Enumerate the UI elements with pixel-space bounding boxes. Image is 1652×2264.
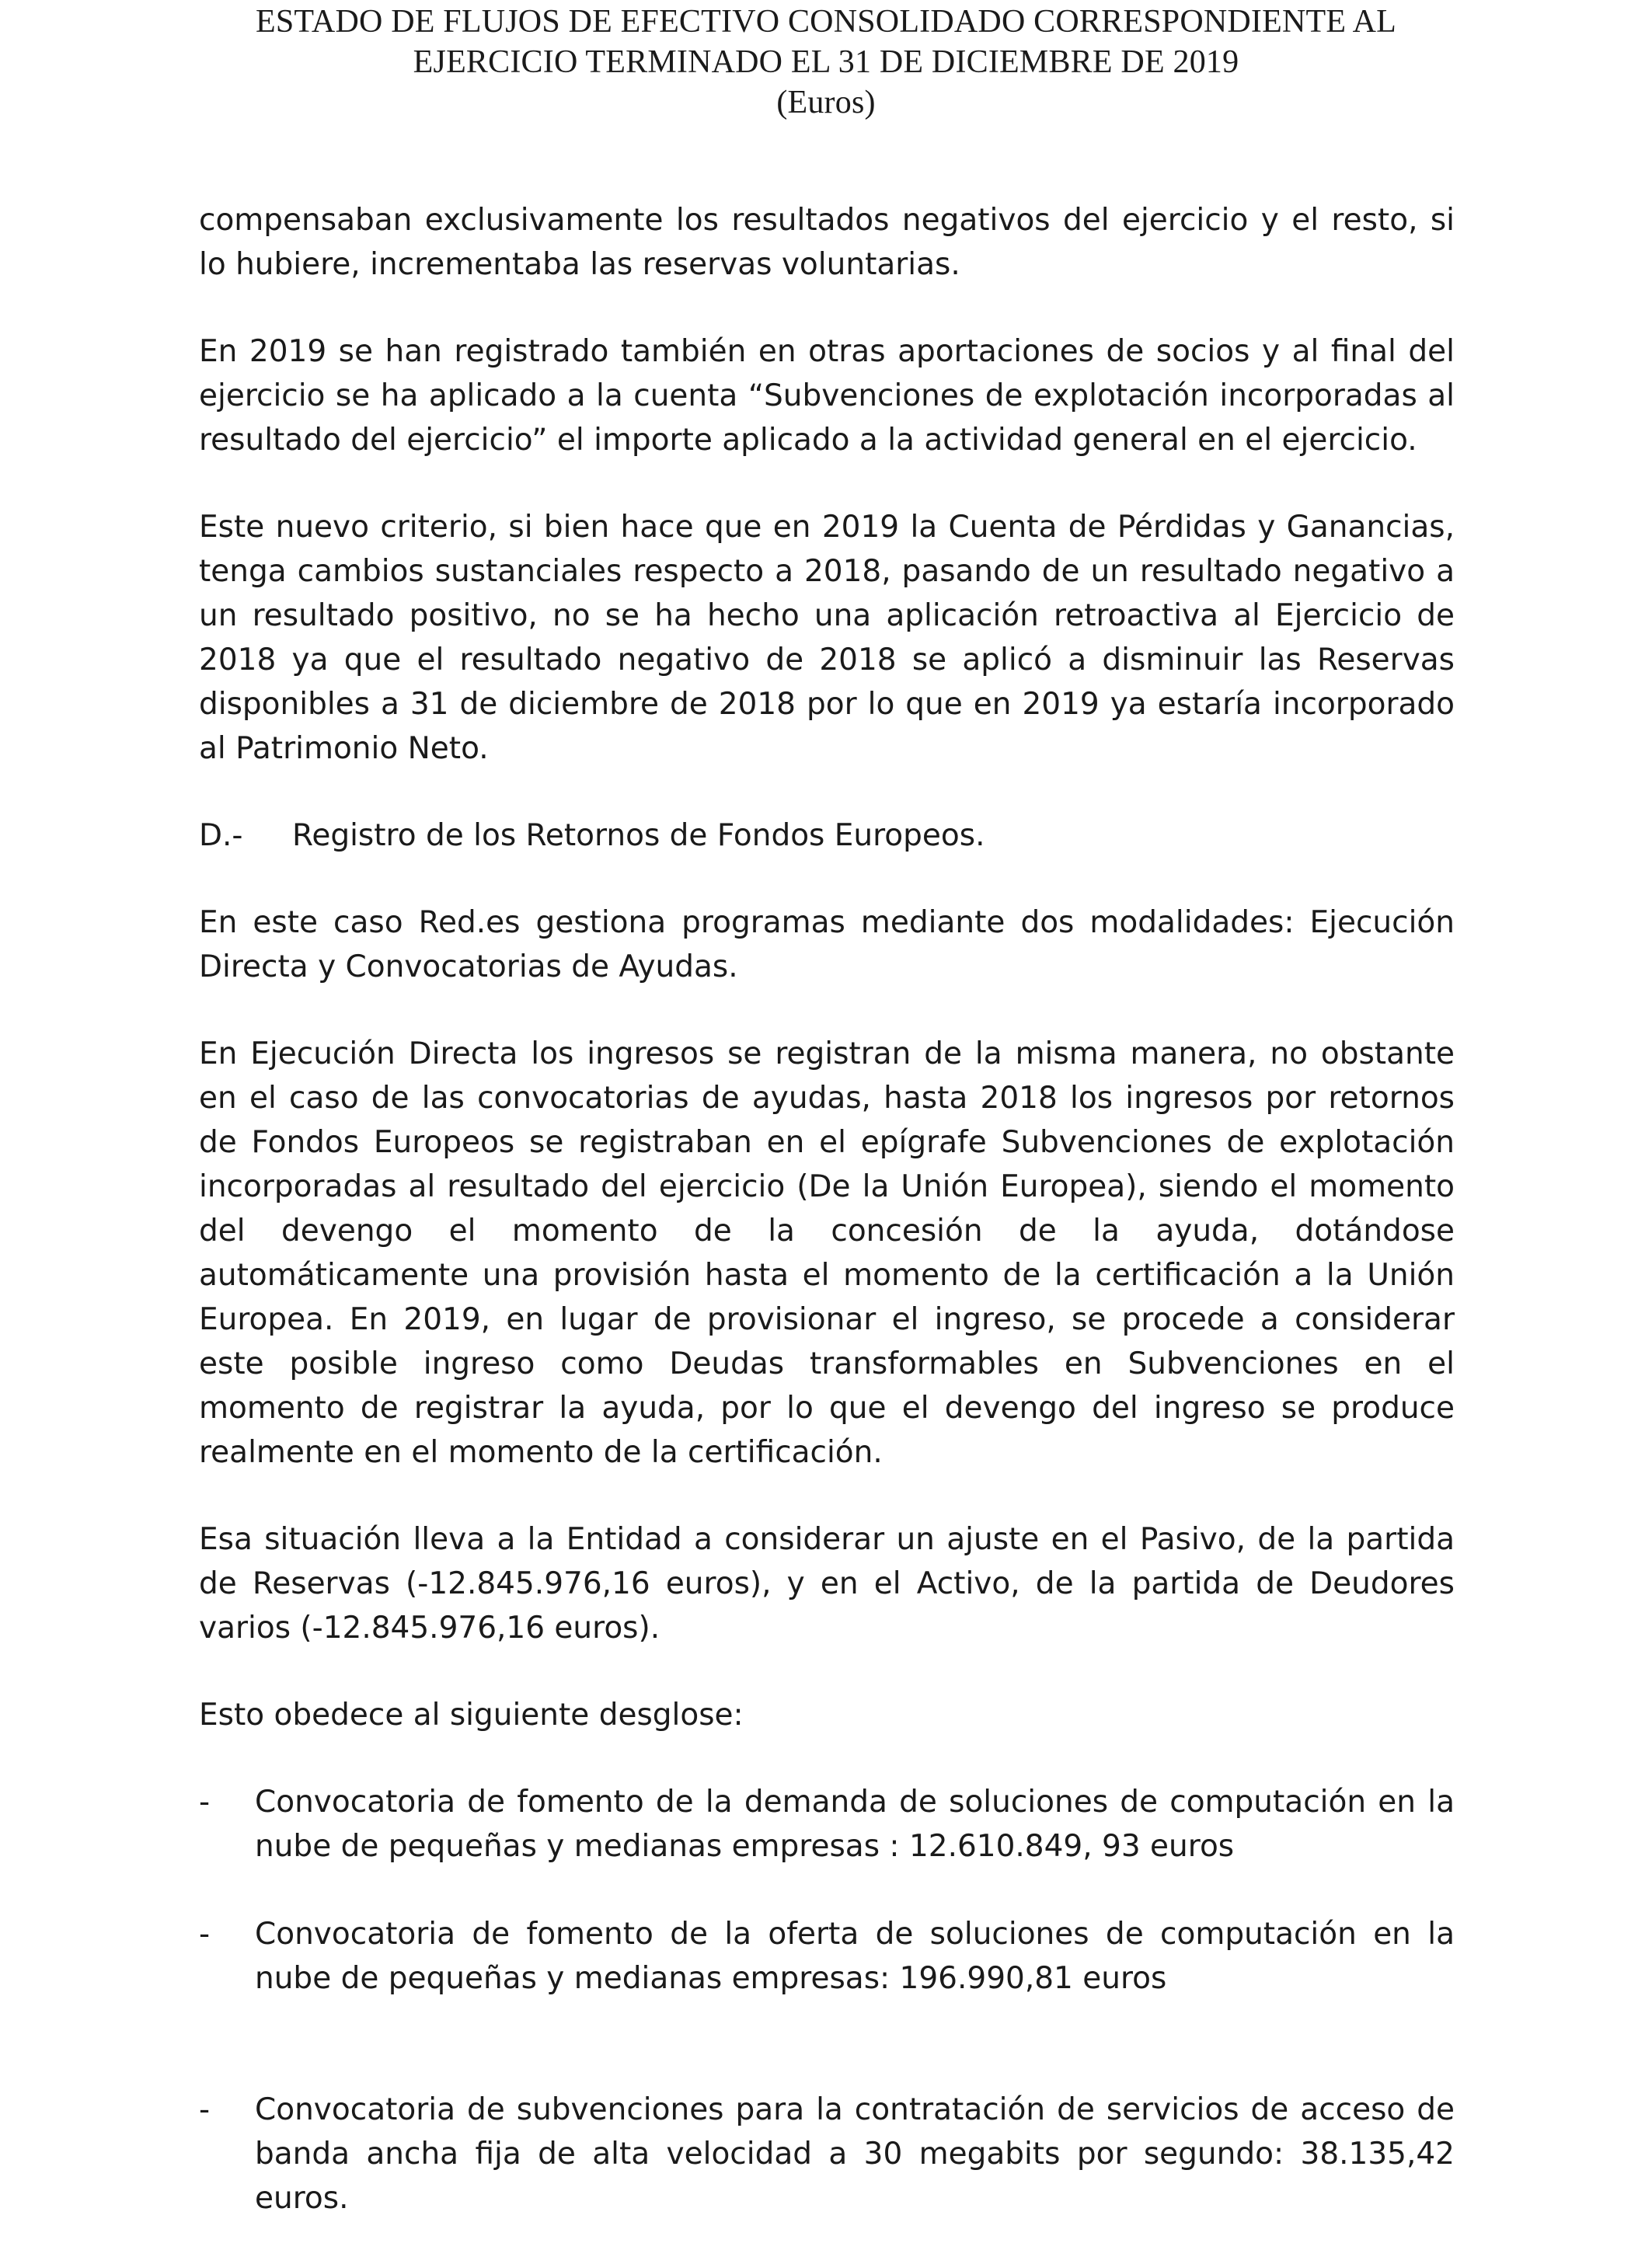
document-body [199,198,1455,2264]
list-item [199,2088,1455,2220]
list-bullet: - [199,1785,211,1820]
header-title-line-2: EJERCICIO TERMINADO EL 31 DE DICIEMBRE DE 2019 [413,44,1239,80]
list-item-text: Convocatoria de subvenciones para la contratación de servicios de acceso de banda ancha fija de alta velocidad a 30 megabits por segundo: 38.135,42 euros. [255,2092,1455,2216]
list-item [199,1912,1455,2001]
paragraph-new-criterion: Este nuevo criterio, si bien hace que en 2019 la Cuenta de Pérdidas y Ganancias, tenga cambios sustanciales respecto a 2018, pasando de un resultado negativo a un resultado positivo, no se ha hecho una aplicación retroactiva al Ejercicio de 2018 ya que el resultado negativo de 2018 se aplicó a disminuir las Reservas disponibles a 31 de diciembre de 2018 por lo que en 2019 ya estaría incorporado al Patrimonio Neto. [199,510,1455,766]
paragraph-partner-contributions: En 2019 se han registrado también en otras aportaciones de socios y al final del ejercicio se ha aplicado a la cuenta “Subvenciones de explotación incorporadas al resultado del ejercicio” el importe aplicado a la actividad general en el ejercicio. [199,334,1455,458]
list-item-text: Convocatoria de fomento de la oferta de soluciones de computación en la nube de pequeñas y medianas empresas: 196.990,81 euros [255,1917,1455,1996]
list-item-text: Convocatoria de fomento de la demanda de soluciones de computación en la nube de pequeñas y medianas empresas : 12.610.849, 93 euros [255,1785,1455,1864]
page-header [0,2,1652,123]
paragraph-breakdown-intro: Esto obedece al siguiente desglose: [199,1698,744,1733]
header-currency-note: (Euros) [776,85,876,120]
section-heading-d [199,813,1455,858]
section-letter: D.- [199,818,243,853]
paragraph-direct-execution: En Ejecución Directa los ingresos se registran de la misma manera, no obstante en el caso de las convocatorias de ayudas, hasta 2018 los ingresos por retornos de Fondos Europeos se registraban en el epígrafe Subvenciones de explotación incorporadas al resultado del ejercicio (De la Unión Europea), siendo el momento del devengo el momento de la concesión de la ayuda, dotándose automáticamente una provisión hasta el momento de la certificación a la Unión Europea. En 2019, en lugar de provisionar el ingreso, se procede a considerar este posible ingreso como Deudas transformables en Subvenciones en el momento de registrar la ayuda, por lo que el devengo del ingreso se produce realmente en el momento de la certificación. [199,1036,1455,1470]
list-bullet: - [199,2092,211,2127]
list-item [199,1780,1455,1869]
paragraph-modalities: En este caso Red.es gestiona programas mediante dos modalidades: Ejecución Directa y Convocatorias de Ayudas. [199,905,1455,984]
header-title-line-1: ESTADO DE FLUJOS DE EFECTIVO CONSOLIDADO CORRESPONDIENTE AL [256,4,1396,40]
section-title: Registro de los Retornos de Fondos Europeos. [292,818,985,853]
list-bullet: - [199,1917,211,1952]
paragraph-adjustment: Esa situación lleva a la Entidad a considerar un ajuste en el Pasivo, de la partida de Reservas (-12.845.976,16 euros), y en el Activo, de la partida de Deudores varios (-12.845.976,16 euros). [199,1522,1455,1646]
paragraph-reserves-continuation: compensaban exclusivamente los resultados negativos del ejercicio y el resto, si lo hubiere, incrementaba las reservas voluntarias. [199,203,1455,282]
